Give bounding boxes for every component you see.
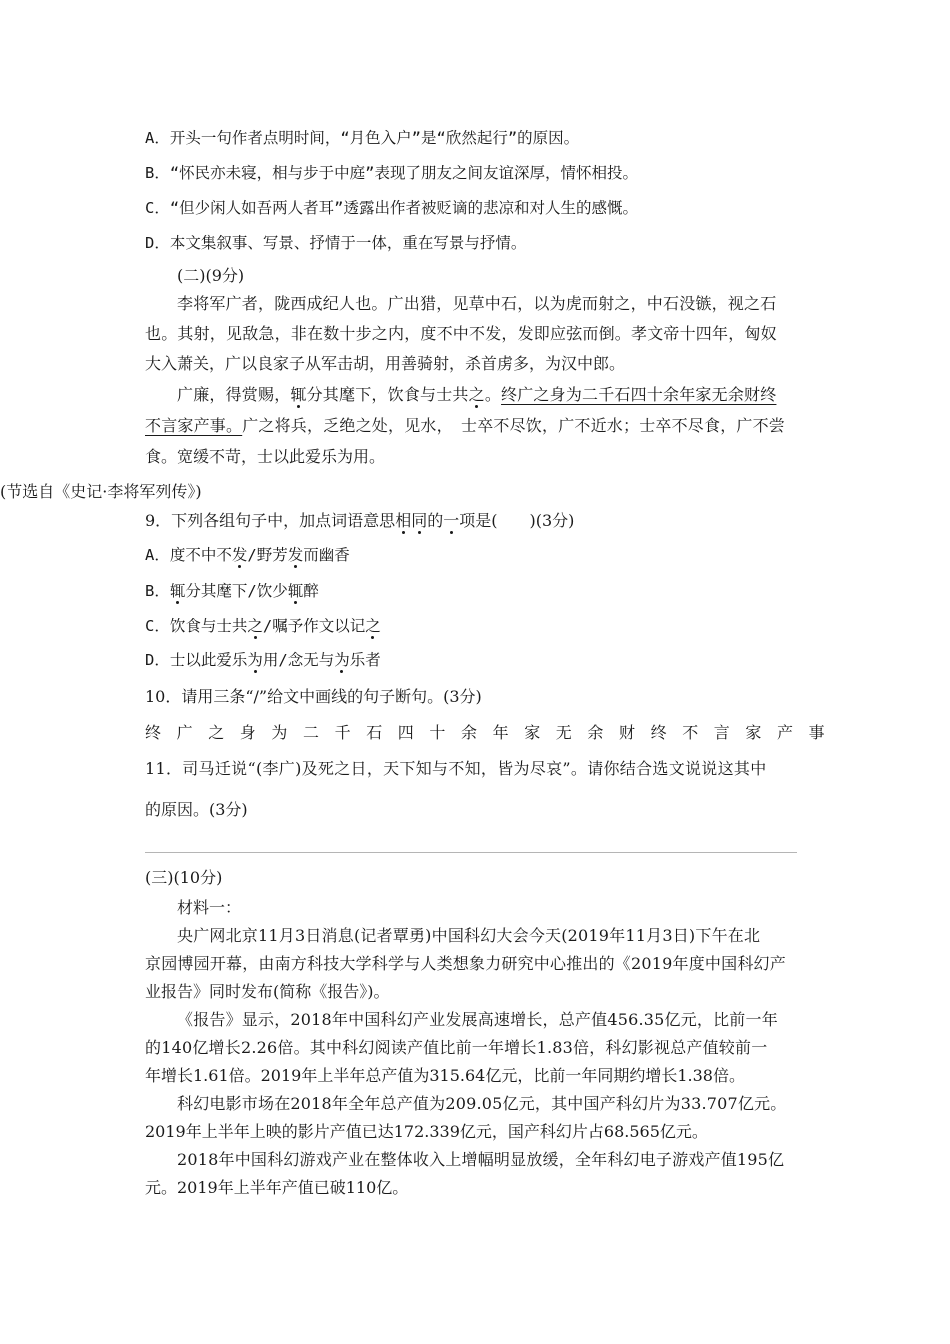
text: 项是( )(3分) (459, 511, 575, 530)
text: 分其麾下，饮食与士共 (306, 385, 469, 404)
passage-line (145, 414, 785, 438)
passage-line: 食。宽缓不苛，士以此爱乐为用。 (145, 447, 386, 466)
text: 分其麾下/饮少 (185, 582, 288, 600)
material-label: 材料一： (177, 898, 242, 917)
dotted-char: 为 (247, 651, 263, 669)
text: 而幽香 (303, 546, 350, 564)
q9-option-a (145, 543, 350, 567)
text: 9．下列各组句子中，加点词语意思 (145, 511, 396, 530)
text: 醉 (303, 582, 319, 600)
q9-stem (145, 509, 574, 533)
option-d: D．本文集叙事、写景、抒情于一体，重在写景与抒情。 (145, 234, 527, 252)
dotted-char: 为 (334, 651, 350, 669)
text: 广之将兵，乏绝之处，见水， 士卒不尽饮，广不近水；士卒不尽食，广不尝 (242, 416, 786, 435)
material-line: 年增长1.61倍。2019年上半年总产值为315.64亿元，比前一年同期约增长1.38倍。 (145, 1066, 745, 1085)
material-line: 2019年上半年上映的影片产值已达172.339亿元，国产科幻片占68.565亿元。 (145, 1122, 708, 1141)
text: 。 (484, 385, 502, 404)
q10-stem: 10．请用三条“/”给文中画线的句子断句。(3分) (145, 687, 482, 706)
passage-line: 大入萧关，广以良家子从军击胡，用善骑射，杀首虏多，为汉中郎。 (145, 354, 626, 373)
q11-stem: 11．司马迁说“(李广)及死之日，天下知与不知，皆为尽哀”。请你结合选文说说这其中 (145, 759, 767, 778)
text: C．饮食与士共 (145, 617, 248, 635)
q9-option-d (145, 648, 381, 672)
option-c: C．“但少闲人如吾两人者耳”透露出作者被贬谪的悲凉和对人生的感慨。 (145, 199, 638, 217)
text: A．度不中不 (145, 546, 232, 564)
passage-line: 李将军广者，陇西成纪人也。广出猎，见草中石，以为虎而射之，中石没镞，视之石 (177, 294, 777, 313)
section2-heading: (二)(9分) (177, 266, 245, 285)
dotted-char: 发 (231, 546, 248, 564)
passage-line: 也。其射，见敌急，非在数十步之内，度不中不发，发即应弦而倒。孝文帝十四年，匈奴 (145, 324, 777, 343)
underlined-sentence: 终广之身为二千石四十余年家无余财终 (501, 385, 777, 404)
text: 的 (427, 511, 444, 530)
passage-line (177, 383, 776, 407)
q11-stem: 的原因。(3分) (145, 800, 248, 819)
dotted-char: 辄 (287, 582, 304, 600)
dotted-char: 之 (365, 617, 381, 635)
dotted-char: 一 (443, 511, 460, 530)
dotted-char: 之 (468, 385, 485, 404)
dotted-char: 辄 (169, 582, 186, 600)
material-line: 业报告》同时发布(简称《报告》)。 (145, 982, 390, 1001)
text: /野芳 (247, 546, 288, 564)
option-a: A．开头一句作者点明时间，“月色入户”是“欣然起行”的原因。 (145, 129, 580, 147)
dotted-char: 发 (287, 546, 304, 564)
text: B． (145, 582, 170, 600)
material-line: 2018年中国科幻游戏产业在整体收入上增幅明显放缓，全年科幻电子游戏产值195亿 (177, 1150, 785, 1169)
dotted-char: 之 (247, 617, 263, 635)
q10-sentence: 终广之身为二千石四十余年家无余财终不言家产事 (145, 723, 841, 742)
material-line: 的140亿增长2.26倍。其中科幻阅读产值比前一年增长1.83倍，科幻影视总产值较前一 (145, 1038, 768, 1057)
underlined-sentence: 不言家产事。 (145, 416, 243, 435)
text: 乐者 (349, 651, 381, 669)
q9-option-c (145, 614, 381, 638)
q9-option-b (145, 579, 319, 603)
dotted-char: 同 (411, 511, 428, 530)
dotted-char: 辄 (290, 385, 307, 404)
material-line: 科幻电影市场在2018年全年总产值为209.05亿元，其中国产科幻片为33.707亿元。 (177, 1094, 787, 1113)
material-line: 《报告》显示，2018年中国科幻产业发展高速增长，总产值456.35亿元，比前一年 (177, 1010, 778, 1029)
text: 广廉，得赏赐， (177, 385, 291, 404)
section3-heading: (三)(10分) (145, 868, 223, 887)
text: D．士以此爱乐 (145, 651, 248, 669)
option-b: B．“怀民亦未寝，相与步于中庭”表现了朋友之间友谊深厚，情怀相投。 (145, 164, 638, 182)
material-line: 央广网北京11月3日消息(记者覃勇)中国科幻大会今天(2019年11月3日)下午在北 (177, 926, 761, 945)
material-line: 京园博园开幕，由南方科技大学科学与人类想象力研究中心推出的《2019年度中国科幻产 (145, 954, 786, 973)
divider (145, 852, 797, 853)
text: /嘱予作文以记 (262, 617, 366, 635)
source-citation: (节选自《史记·李将军列传》) (0, 482, 202, 501)
material-line: 元。2019年上半年产值已破110亿。 (145, 1178, 409, 1197)
text: 用/念无与 (262, 651, 335, 669)
dotted-char: 相 (395, 511, 412, 530)
